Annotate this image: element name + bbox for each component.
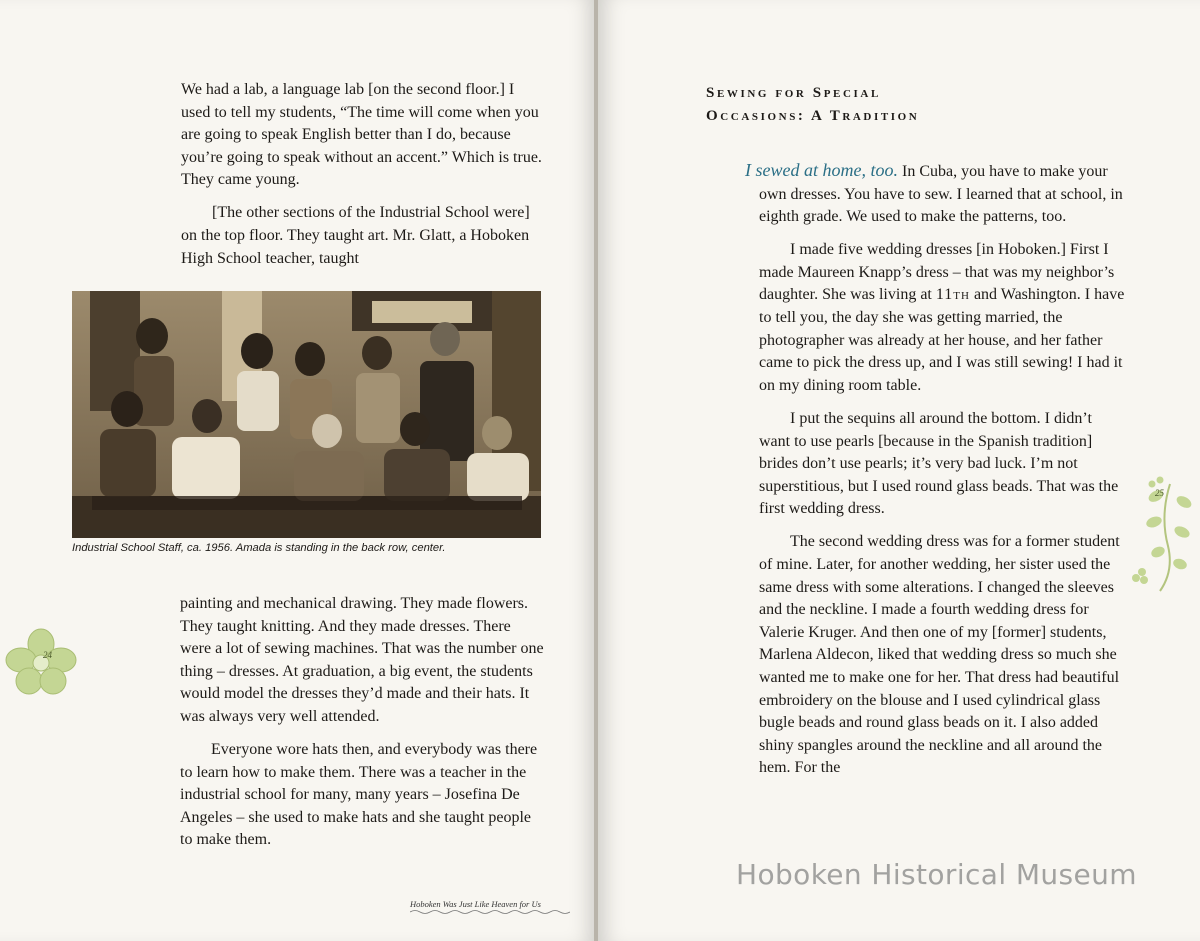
left-page-flower-ornament xyxy=(5,628,77,698)
left-text-top xyxy=(181,79,545,281)
lead-in-phrase: I sewed at home, too. xyxy=(745,160,898,180)
paragraph-sewed-at-home xyxy=(745,159,1125,229)
paragraph-five-dresses xyxy=(759,239,1125,397)
right-text xyxy=(745,159,1125,790)
street-number: 11th xyxy=(935,286,970,304)
left-page xyxy=(0,0,596,941)
staff-photo-image xyxy=(72,291,541,538)
paragraph-2-text-b: and Washington. I have to tell you, the day she was getting married, the photographer was already at her house, and her father came to pick the dress up, and I was still sewing! I had it on my dining room table. xyxy=(759,286,1125,394)
left-text-bottom xyxy=(180,593,544,863)
paragraph-other-sections: [The other sections of the Industrial School were] on the top floor. They taught art. Mr. Glatt, a Hoboken High School teacher, taught xyxy=(181,204,530,267)
paragraph-language-lab: We had a lab, a language lab [on the second floor.] I used to tell my students, “The time will come when you are going to speak English better than I do, because you’re going to speak without an accent.” Which is true. They came young. xyxy=(181,81,542,189)
paragraph-1-text: In Cuba, you have to make your own dresses. You have to sew. I learned that at school, in eighth grade. We used to make the patterns, too. xyxy=(759,163,1123,226)
staff-photo xyxy=(72,291,541,538)
left-page-number: 24 xyxy=(43,650,52,660)
museum-watermark: Hoboken Historical Museum xyxy=(736,858,1137,891)
right-page-vine-ornament xyxy=(1130,476,1200,594)
section-heading-line-2: Occasions: A Tradition xyxy=(706,108,920,124)
book-title-footer: Hoboken Was Just Like Heaven for Us xyxy=(410,899,541,909)
paragraph-second-dress: The second wedding dress was for a former student of mine. Later, for another wedding, her sister used the same dress with some alterations. I changed the sleeves and the neckline. I made a fourth wedding dress for Valerie Kruger. And then one of my [former] students, Marlena Aldecon, liked that wedding dress so much she wanted me to make one for her. That dress had beautiful embroidery on the blouse and I used cylindrical glass bugle beads and round glass beads on it. I also added shiny spangles around the neckline and all around the hem. For the xyxy=(759,533,1120,777)
photo-caption: Industrial School Staff, ca. 1956. Amada is standing in the back row, center. xyxy=(72,542,446,554)
paragraph-sequins: I put the sequins all around the bottom. I didn’t want to use pearls [because in the Spanish tradition] brides don’t use pearls; it’s very bad luck. I’m not superstitious, but I used round glass beads. That was the first wedding dress. xyxy=(759,409,1119,518)
footer-wave-ornament xyxy=(410,909,570,915)
paragraph-2-text-a: I made five wedding dresses [in Hoboken.] First I made Maureen Knapp’s dress – that was my neighbor’s daughter. She was living at xyxy=(759,241,1115,304)
right-page-number: 25 xyxy=(1155,488,1164,498)
paragraph-hats: Everyone wore hats then, and everybody was there to learn how to make them. There was a teacher in the industrial school for many, many years – Josefina De Angeles – she used to make hats and she taught people to make them. xyxy=(180,741,538,849)
section-heading xyxy=(706,82,919,128)
section-heading-line-1: Sewing for Special xyxy=(706,85,881,101)
paragraph-painting: painting and mechanical drawing. They made flowers. They taught knitting. And they made dresses. There were a lot of sewing machines. That was the number one thing – dresses. At graduation, a big event, the students would model the dresses they’d made and their hats. It was always very well attended. xyxy=(180,595,544,725)
